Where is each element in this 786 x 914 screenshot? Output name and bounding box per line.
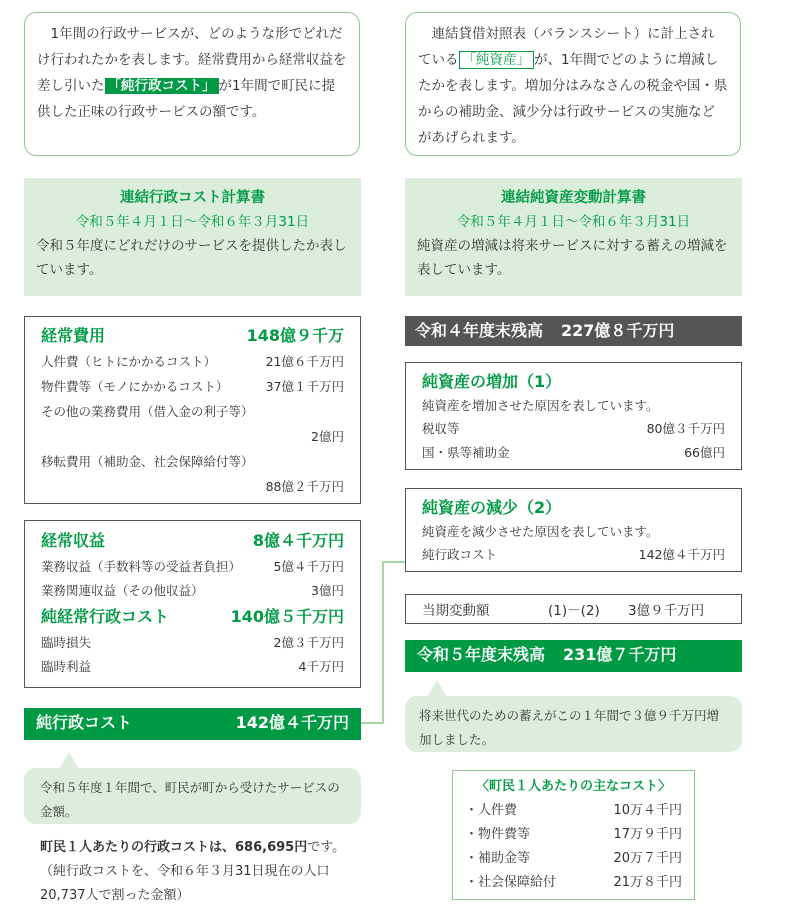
decrease-box [405, 488, 742, 572]
period-change-value: 3億９千万円 [628, 603, 705, 619]
end-balance-value: 231億７千万円 [563, 645, 677, 664]
main-costs-box [452, 770, 695, 900]
expense-item: 物件費等（モノにかかるコスト） 37億１千万円 [41, 379, 344, 394]
main-cost-item: ・社会保障給付 21万８千円 [465, 875, 682, 890]
period-change-formula: (1)－(2) [548, 603, 600, 619]
period-change-label: 当期変動額 [422, 603, 490, 619]
expense-transfer-label: 移転費用（補助金、社会保障給付等） [41, 454, 254, 469]
main-cost-item: ・人件費 10万４千円 [465, 803, 682, 818]
cost-statement-title: 連結行政コスト計算書 [120, 190, 265, 206]
increase-desc: 純資産を増加させた原因を表しています。 [422, 398, 659, 413]
expense-other-label: その他の業務費用（借入金の利子等） [41, 404, 254, 419]
decrease-item: 純行政コスト 142億４千万円 [422, 547, 725, 562]
increase-item: 国・県等補助金 66億円 [422, 445, 725, 460]
prior-balance-label: 令和４年度末残高 [415, 321, 544, 340]
prior-balance-bar [405, 316, 742, 346]
net-cost-value: 142億４千万円 [235, 713, 349, 732]
end-balance-label: 令和５年度末残高 [417, 645, 546, 664]
per-person-text: 町民１人あたりの行政コストは、686,695円です。（純行政コストを、令和６年３月31日現在の人口20,737人で割った金額） [40, 840, 346, 903]
prior-balance-value: 227億８千万円 [561, 321, 675, 340]
net-assets-title: 連結純資産変動計算書 [501, 190, 646, 206]
decrease-desc: 純資産を減少させた原因を表しています。 [422, 524, 659, 539]
net-cost-highlight: 「純行政コスト」 [105, 78, 219, 94]
expenses-title: 経常費用 [41, 326, 106, 345]
net-cost-note-pointer [60, 752, 78, 768]
increase-title: 純資産の増加（1） [422, 372, 562, 391]
expense-item: 人件費（ヒトにかかるコスト） 21億６千万円 [41, 354, 344, 369]
extra-item: 臨時損失 2億３千万円 [41, 635, 344, 650]
net-assets-highlight: 「純資産」 [459, 51, 535, 69]
net-cost-note: 令和５年度１年間で、町民が町から受けたサービスの金額。 [24, 768, 361, 824]
net-ordinary-cost-title: 純経常行政コスト [41, 607, 170, 626]
expense-other-value: 2億円 [311, 429, 344, 444]
revenue-item: 業務収益（手数料等の受益者負担） 5億４千万円 [41, 559, 344, 574]
net-assets-period: 令和５年４月１日～令和６年３月31日 [456, 214, 691, 230]
net-assets-desc: 純資産の増減は将来サービスに対する蓄えの増減を表しています。 [417, 238, 728, 278]
extra-item: 臨時利益 4千万円 [41, 659, 344, 674]
revenue-title: 経常収益 [41, 531, 106, 550]
end-balance-bar [405, 640, 742, 672]
end-note: 将来世代のための蓄えがこの１年間で３億９千万円増加しました。 [405, 696, 742, 752]
intro-right: 連結貸借対照表（バランスシート）に計上されている 「純資産」 が、1年間でどのように増減したかを表します。増加分はみなさんの税金や国・県からの補助金、減少分は行政サービスの実施などがあげられます。 [405, 12, 741, 156]
expense-transfer-value: 88億２千万円 [265, 479, 344, 494]
main-cost-item: ・物件費等 17万９千円 [465, 827, 682, 842]
main-cost-item: ・補助金等 20万７千円 [465, 851, 682, 866]
decrease-title: 純資産の減少（2） [422, 498, 562, 517]
cost-statement-period: 令和５年４月１日～令和６年３月31日 [75, 214, 310, 230]
net-ordinary-cost-total: 140億５千万円 [230, 607, 344, 626]
increase-item: 税収等 80億３千万円 [422, 421, 725, 436]
revenue-item: 業務関連収益（その他収益） 3億円 [41, 583, 344, 598]
main-costs-title: 〈町民１人あたりの主なコスト〉 [475, 779, 671, 794]
expenses-total: 148億９千万 [246, 326, 344, 345]
cost-statement-desc: 令和５年度にどれだけのサービスを提供したか表しています。 [36, 238, 347, 278]
end-note-pointer [428, 680, 446, 696]
net-cost-label: 純行政コスト [36, 713, 133, 732]
increase-box [405, 362, 742, 470]
period-change-box [405, 594, 742, 624]
intro-left: 1年間の行政サービスが、どのような形でどれだけ行われたかを表します。経常費用から経常収益を差し引いた 「純行政コスト」 が1年間で町民に提供した正味の行政サービスの額です。 [24, 12, 360, 156]
revenue-total: 8億４千万円 [252, 531, 344, 550]
